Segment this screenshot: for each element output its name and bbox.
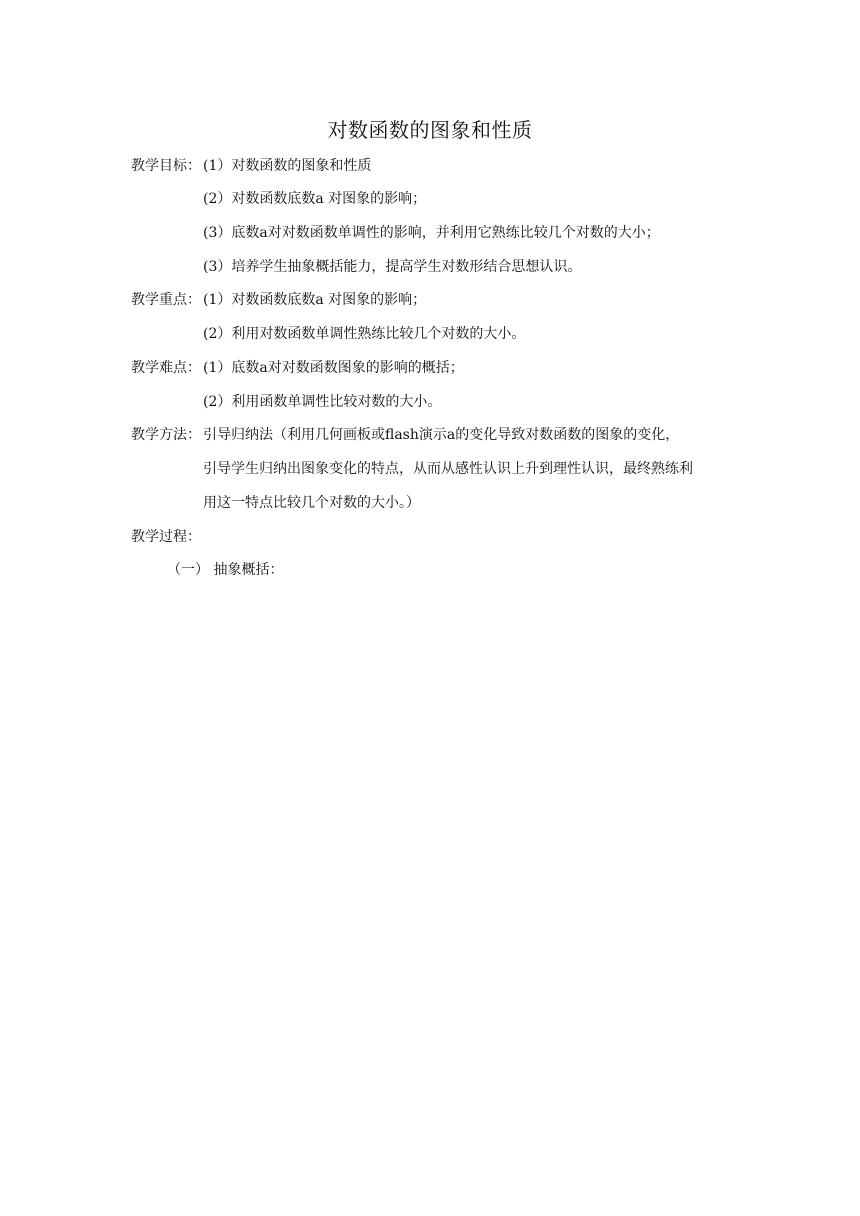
goal-item-4: (3）培养学生抽象概括能力，提高学生对数形结合思想认识。 — [203, 259, 582, 275]
methods-text-2: 引导学生归纳出图象变化的特点，从而从感性认识上升到理性认识，最终熟练利 — [203, 461, 693, 477]
difficulty-item-2: (2）利用函数单调性比较对数的大小。 — [203, 394, 442, 410]
methods-label: 教学方法： — [131, 427, 201, 443]
goal-item-1: (1）对数函数的图象和性质 — [203, 158, 372, 174]
difficulties-line-1 — [131, 358, 464, 378]
process-section-1: （一） 抽象概括： — [167, 562, 284, 578]
document-title: 对数函数的图象和性质 — [327, 118, 533, 142]
difficulty-item-1: (1）底数a对对数函数图象的影响的概括； — [203, 360, 464, 376]
goal-item-3: (3）底数a对对数函数单调性的影响，并利用它熟练比较几个对数的大小； — [203, 225, 660, 241]
goal-item-2: (2）对数函数底数a 对图象的影响； — [203, 191, 427, 207]
methods-line-1 — [131, 425, 679, 445]
key-point-item-2: (2）利用对数函数单调性熟练比较几个对数的大小。 — [203, 326, 526, 342]
difficulties-label: 教学难点： — [131, 360, 201, 376]
key-point-item-1: (1）对数函数底数a 对图象的影响； — [203, 292, 427, 308]
process-label: 教学过程： — [131, 529, 201, 545]
methods-text-1: 引导归纳法（利用几何画板或flash演示a的变化导致对数函数的图象的变化， — [203, 427, 680, 443]
key-points-label: 教学重点： — [131, 292, 201, 308]
goals-line-1 — [131, 156, 371, 176]
methods-text-3: 用这一特点比较几个对数的大小。） — [203, 495, 420, 511]
key-points-line-1 — [131, 290, 426, 310]
goals-label: 教学目标： — [131, 158, 201, 174]
